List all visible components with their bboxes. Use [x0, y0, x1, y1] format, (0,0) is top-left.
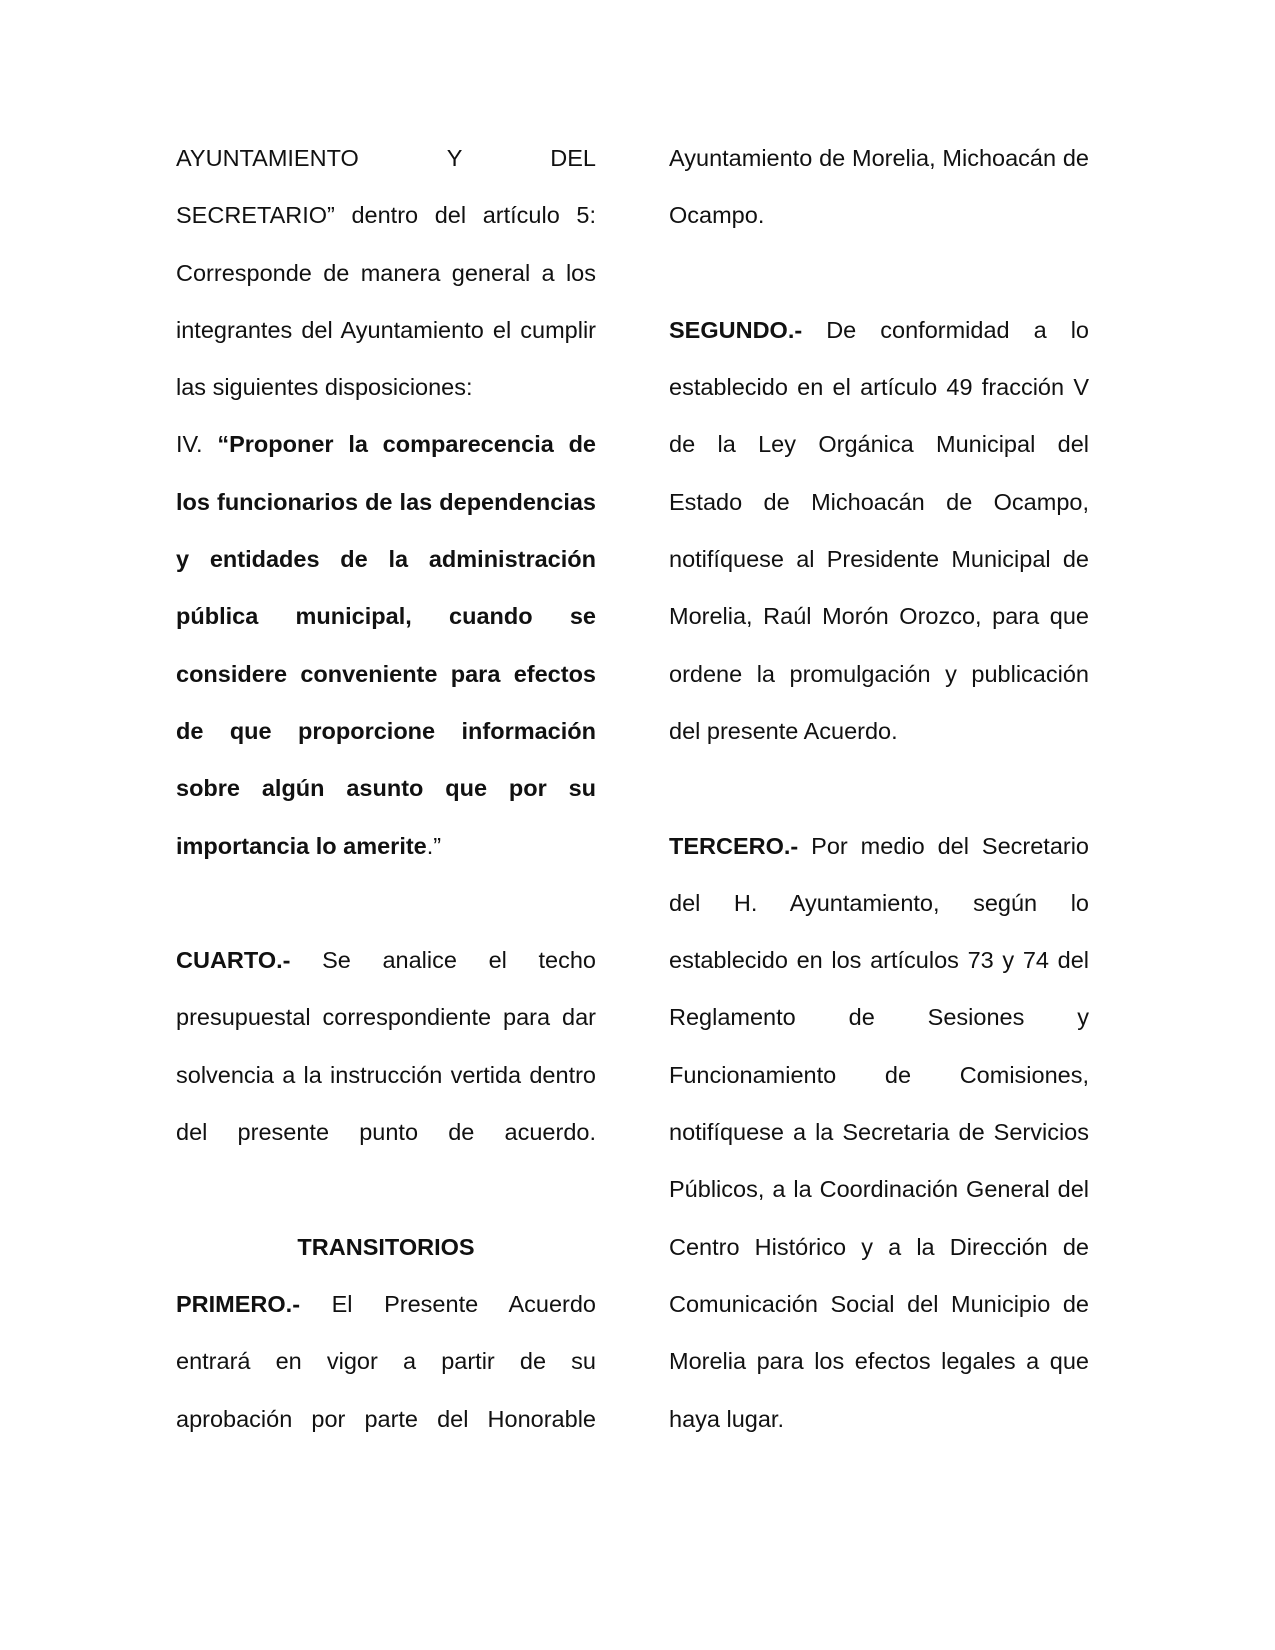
cuarto-paragraph	[176, 932, 596, 1161]
cuarto-text: Se analice el techo presupuestal correspondiente para dar solvencia a la instrucción vertida dentro del presente punto de acuerdo.	[176, 947, 596, 1146]
item-iv-prefix: IV.	[176, 431, 218, 458]
tercero-text: Por medio del Secretario del H. Ayuntamiento, según lo establecido en los artículos 73 y 74 del Reglamento de Sesiones y Funcionamiento de Comisiones, notifíquese a la Secretaria de Servicios Públicos, a la Coordinación General del Centro Histórico y a la Dirección de Comunicación Social del Municipio de Morelia para los efectos legales a que haya lugar.	[669, 832, 1089, 1432]
segundo-text: De conformidad a lo establecido en el artículo 49 fracción V de la Ley Orgánica Municipal del Estado de Michoacán de Ocampo, notifíquese al Presidente Municipal de Morelia, Raúl Morón Orozco, para que ordene la promulgación y publicación del presente Acuerdo.	[669, 316, 1089, 744]
right-column	[669, 130, 1089, 1448]
item-iv-suffix: .”	[426, 832, 442, 859]
segundo-paragraph	[669, 302, 1089, 760]
transitorios-heading: TRANSITORIOS	[297, 1233, 475, 1260]
primero-label: PRIMERO.-	[176, 1290, 301, 1317]
segundo-label: SEGUNDO.-	[669, 316, 803, 343]
item-iv-paragraph	[176, 416, 596, 874]
intro-text: AYUNTAMIENTO Y DEL SECRETARIO” dentro del artículo 5: Corresponde de manera general a los integrantes del Ayuntamiento el cumplir las siguientes disposiciones:	[176, 145, 596, 401]
left-column	[176, 130, 596, 1448]
tercero-paragraph	[669, 818, 1089, 1448]
tercero-label: TERCERO.-	[669, 832, 799, 859]
item-iv-quote: “Proponer la comparecencia de los funcionarios de las dependencias y entidades de la administración pública municipal, cuando se considere conveniente para efectos de que proporcione información sobre algún asunto que por su importancia lo amerite	[176, 431, 596, 859]
primero-continuation: Ayuntamiento de Morelia, Michoacán de Ocampo.	[669, 145, 1089, 229]
cuarto-label: CUARTO.-	[176, 947, 291, 974]
intro-paragraph	[176, 130, 596, 416]
primero-text: El Presente Acuerdo entrará en vigor a partir de su aprobación por parte del Honorable	[176, 1290, 596, 1432]
primero-paragraph	[176, 1276, 596, 1448]
